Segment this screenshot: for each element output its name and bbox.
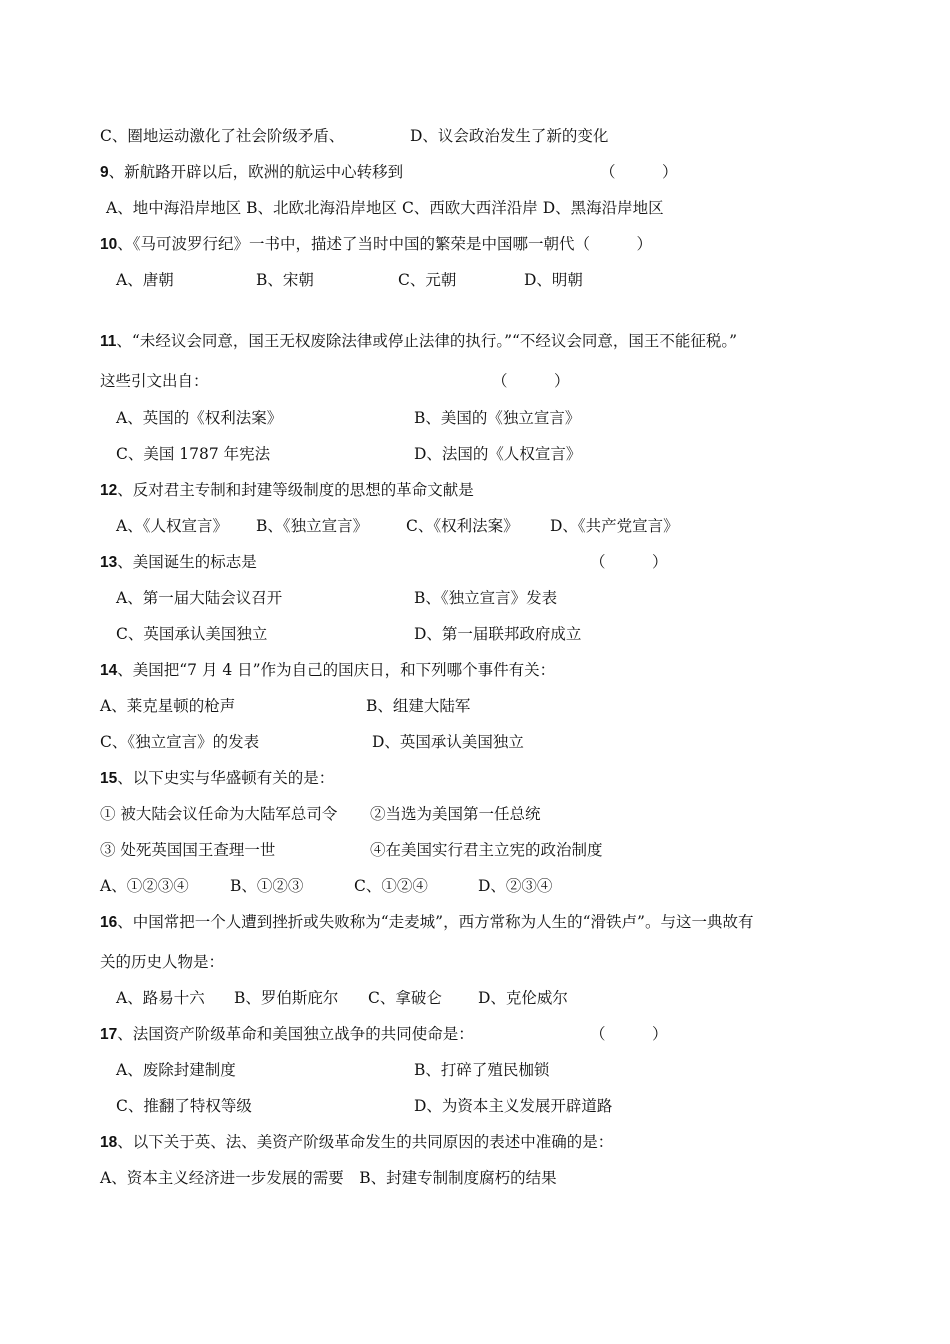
option-d: D、议会政治发生了新的变化 — [410, 127, 609, 145]
statement-4: ④在美国实行君主立宪的政治制度 — [370, 841, 603, 859]
option-d: D、②③④ — [478, 877, 553, 895]
option-b: B、《独立宣言》 — [256, 517, 369, 535]
question-14 — [100, 660, 555, 681]
question-number: 12 — [100, 482, 118, 499]
option-b: B、罗伯斯庇尔 — [234, 989, 339, 1007]
option-b: B、①②③ — [230, 877, 304, 895]
question-16 — [100, 912, 753, 933]
question-text-cont: 关的历史人物是： — [100, 953, 225, 971]
option-c: C、①②④ — [354, 877, 428, 895]
question-18 — [100, 1132, 613, 1153]
question-text: 、法国资产阶级革命和美国独立战争的共同使命是： — [117, 1025, 474, 1043]
option-c: C、美国 1787 年宪法 — [116, 445, 271, 463]
option-d: D、明朝 — [524, 271, 583, 289]
question-number: 17 — [100, 1026, 118, 1043]
answer-blank: （ ） — [590, 1025, 668, 1043]
question-number: 16 — [100, 914, 118, 931]
question-12 — [100, 480, 474, 501]
option-b: B、组建大陆军 — [366, 697, 471, 715]
question-number: 14 — [100, 662, 118, 679]
option-c: C、《权利法案》 — [406, 517, 519, 535]
option-a: A、①②③④ — [100, 877, 189, 895]
option-a: A、莱克星顿的枪声 — [100, 697, 236, 715]
option-c: C、推翻了特权等级 — [116, 1097, 252, 1115]
question-number: 11 — [100, 333, 117, 350]
option-a: A、《人权宣言》 — [116, 517, 228, 535]
question-17 — [100, 1024, 474, 1045]
question-text: 、《马可波罗行纪》一书中，描述了当时中国的繁荣是中国哪一朝代（ ） — [117, 235, 653, 253]
option-c: C、英国承认美国独立 — [116, 625, 268, 643]
option-a: A、唐朝 — [116, 271, 174, 289]
question-number: 9 — [100, 164, 109, 181]
options-row: A、资本主义经济进一步发展的需要 B、封建专制制度腐朽的结果 — [100, 1169, 557, 1187]
question-text: 、中国常把一个人遭到挫折或失败称为“走麦城”，西方常称为人生的“滑铁卢”。与这一典故有 — [117, 913, 754, 931]
option-c: C、元朝 — [398, 271, 457, 289]
answer-blank: （ ） — [492, 372, 570, 390]
question-text: 、“未经议会同意，国王无权废除法律或停止法律的执行。”“不经议会同意，国王不能征税。” — [116, 332, 738, 350]
option-b: B、打碎了殖民枷锁 — [414, 1061, 550, 1079]
statement-3: ③ 处死英国国王查理一世 — [100, 841, 276, 859]
question-number: 13 — [100, 554, 118, 571]
question-10 — [100, 234, 652, 255]
option-b: B、美国的《独立宣言》 — [414, 409, 581, 427]
option-a: A、第一届大陆会议召开 — [116, 589, 283, 607]
option-c: C、拿破仑 — [368, 989, 442, 1007]
question-text: 、以下关于英、法、美资产阶级革命发生的共同原因的表述中准确的是： — [117, 1133, 614, 1151]
option-b: B、宋朝 — [256, 271, 314, 289]
question-13 — [100, 552, 257, 573]
option-d: D、第一届联邦政府成立 — [414, 625, 582, 643]
question-11 — [100, 331, 737, 352]
option-d: D、为资本主义发展开辟道路 — [414, 1097, 613, 1115]
option-d: D、《共产党宣言》 — [550, 517, 679, 535]
question-text: 、以下史实与华盛顿有关的是： — [117, 769, 335, 787]
statement-1: ① 被大陆会议任命为大陆军总司令 — [100, 805, 338, 823]
question-number: 10 — [100, 236, 118, 253]
question-15 — [100, 768, 334, 789]
question-9 — [100, 162, 403, 183]
answer-blank: （ ） — [590, 553, 668, 571]
question-number: 15 — [100, 770, 118, 787]
statement-2: ②当选为美国第一任总统 — [370, 805, 541, 823]
option-d: D、法国的《人权宣言》 — [414, 445, 582, 463]
question-text: 、美国把“7 月 4 日”作为自己的国庆日，和下列哪个事件有关： — [117, 661, 556, 679]
option-a: A、英国的《权利法案》 — [116, 409, 283, 427]
option-d: D、英国承认美国独立 — [372, 733, 524, 751]
option-c: C、圈地运动激化了社会阶级矛盾、 — [100, 127, 345, 145]
question-text-cont: 这些引文出自： — [100, 372, 209, 390]
answer-blank: （ ） — [600, 163, 678, 181]
question-text: 、美国诞生的标志是 — [117, 553, 257, 571]
option-a: A、废除封建制度 — [116, 1061, 236, 1079]
option-d: D、克伦威尔 — [478, 989, 568, 1007]
options-row: A、地中海沿岸地区 B、北欧北海沿岸地区 C、西欧大西洋沿岸 D、黑海沿岸地区 — [106, 199, 664, 217]
option-c: C、《独立宣言》的发表 — [100, 733, 260, 751]
option-a: A、路易十六 — [116, 989, 205, 1007]
question-text: 、反对君主专制和封建等级制度的思想的革命文献是 — [117, 481, 474, 499]
option-b: B、《独立宣言》发表 — [414, 589, 558, 607]
question-text: 、新航路开辟以后，欧洲的航运中心转移到 — [108, 163, 404, 181]
question-number: 18 — [100, 1134, 118, 1151]
